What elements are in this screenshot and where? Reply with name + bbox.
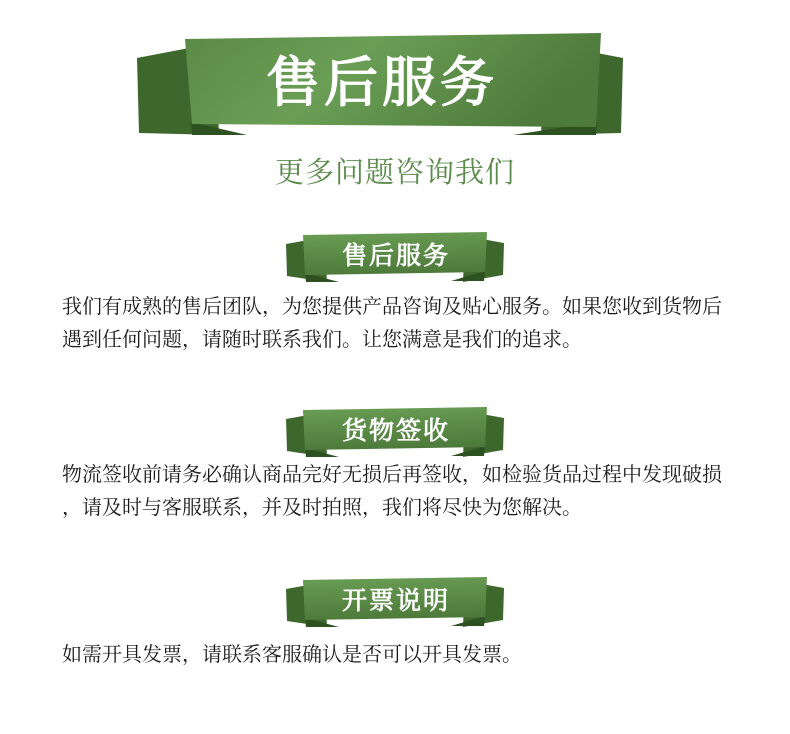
section-heading: 售后服务 bbox=[341, 241, 450, 270]
section-ribbon-aftersales bbox=[285, 229, 505, 287]
section-body: 我们有成熟的售后团队，为您提供产品咨询及贴心服务。如果您收到货物后遇到任何问题，请随时联系我们。让您满意是我们的追求。 bbox=[62, 296, 722, 351]
page-title: 售后服务 bbox=[266, 53, 498, 113]
section-body: 物流签收前请务必确认商品完好无损后再签收，如检验货品过程中发现破损，请及时与客服联系，并及时拍照，我们将尽快为您解决。 bbox=[62, 464, 722, 519]
section-body: 如需开具发票，请联系客服确认是否可以开具发票。 bbox=[62, 644, 522, 666]
section-heading: 开票说明 bbox=[341, 586, 450, 615]
section-ribbon-invoice bbox=[285, 574, 505, 632]
section-ribbon-receipt bbox=[285, 404, 505, 462]
subtitle: 更多问题咨询我们 bbox=[274, 156, 515, 189]
ribbon-banner-icon bbox=[285, 404, 505, 462]
ribbon-banner-icon bbox=[285, 229, 505, 287]
ribbon-banner-icon bbox=[135, 27, 625, 140]
main-banner bbox=[135, 27, 625, 140]
section-heading: 货物签收 bbox=[341, 416, 450, 445]
ribbon-banner-icon bbox=[285, 574, 505, 632]
